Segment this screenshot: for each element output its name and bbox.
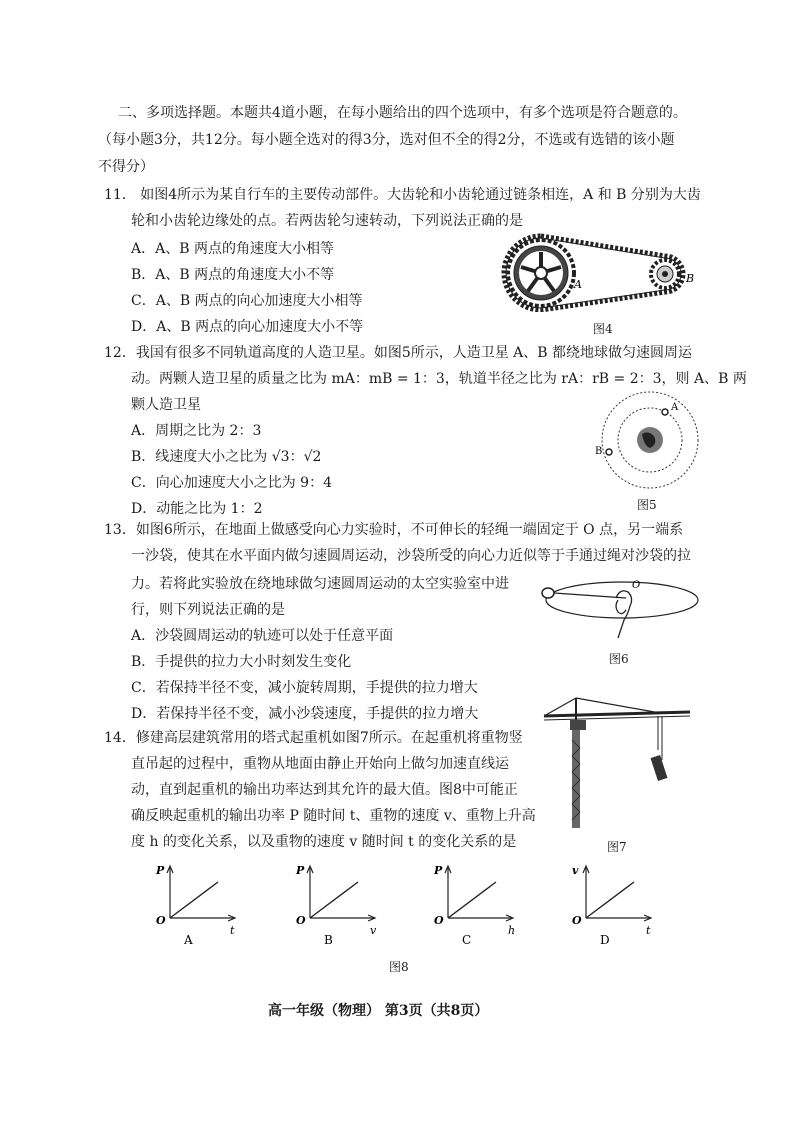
q12-option-c: C．向心加速度大小之比为 9：4 <box>131 475 332 491</box>
q11-option-c: C．A、B 两点的向心加速度大小相等 <box>131 293 363 309</box>
q12-option-b: B．线速度大小之比为 √3：√2 <box>131 449 322 465</box>
q13-option-b: B．手提供的拉力大小时刻发生变化 <box>131 654 352 670</box>
q13-line-3: 力。若将此实验放在绕地球做匀速圆周运动的太空实验室中进 <box>131 576 509 592</box>
fig8-option-tag: C <box>462 933 472 947</box>
q12-option-d: D．动能之比为 1：2 <box>131 501 263 517</box>
fig8-option-tag: A <box>184 933 193 947</box>
q14-line-3: 动，直到起重机的输出功率达到其允许的最大值。图8中可能正 <box>131 782 518 798</box>
section-line-1: 二、多项选择题。本题共4道小题，在每小题给出的四个选项中，有多个选项是符合题意的。 <box>118 105 687 121</box>
fig8-option-tag: B <box>324 933 333 947</box>
fig8-ylabel: P <box>434 864 443 877</box>
fig8-option-tag: D <box>600 933 610 947</box>
q11-option-a: A．A、B 两点的角速度大小相等 <box>131 241 334 257</box>
section-line-2: （每小题3分，共12分。每小题全选对的得3分，选对但不全的得2分，不选或有选错的该小题 <box>98 132 675 148</box>
figure-5-orbits <box>588 390 708 490</box>
q13-line-1: 13．如图6所示，在地面上做感受向心力实验时，不可伸长的轻绳一端固定于 O 点，另一端系 <box>104 522 684 538</box>
fig7-caption: 图7 <box>607 840 627 854</box>
q12-option-a: A．周期之比为 2：3 <box>131 423 262 439</box>
figure-8-graphs <box>150 862 650 952</box>
fig5-caption: 图5 <box>637 498 657 512</box>
fig8-graph-b <box>290 862 380 956</box>
fig8-origin: O <box>434 914 444 927</box>
q11-line-2: 轮和小齿轮边缘处的点。若两齿轮匀速转动，下列说法正确的是 <box>131 213 523 229</box>
q13-line-4: 行，则下列说法正确的是 <box>131 602 285 618</box>
fig8-graph-a <box>150 862 240 956</box>
fig8-ylabel: P <box>156 864 165 877</box>
q13-option-a: A．沙袋圆周运动的轨迹可以处于任意平面 <box>131 628 394 644</box>
fig8-origin: O <box>156 914 166 927</box>
fig4-caption: 图4 <box>593 322 613 336</box>
fig4-label-b: B <box>686 272 695 285</box>
q11-option-b: B．A、B 两点的角速度大小不等 <box>131 267 335 283</box>
fig8-xlabel: v <box>370 924 377 937</box>
fig8-caption: 图8 <box>389 960 409 974</box>
q13-option-c: C．若保持半径不变，减小旋转周期，手提供的拉力增大 <box>131 680 478 696</box>
fig8-ylabel: P <box>296 864 305 877</box>
q13-option-d: D．若保持半径不变，减小沙袋速度，手提供的拉力增大 <box>131 706 479 722</box>
fig6-label-o: O <box>632 580 641 591</box>
figure-4-gears <box>497 232 707 312</box>
fig5-label-b: B <box>595 446 603 457</box>
q12-line-2: 动。两颗人造卫星的质量之比为 mA：mB = 1：3，轨道半径之比为 rA：rB = 2：3，则 A、B 两 <box>131 371 747 387</box>
fig8-graph-d <box>566 862 656 956</box>
fig8-xlabel: t <box>230 924 235 937</box>
fig8-xlabel: h <box>508 924 516 937</box>
q13-line-2: 一沙袋，使其在水平面内做匀速圆周运动，沙袋所受的向心力近似等于手通过绳对沙袋的拉 <box>131 548 691 564</box>
q11-line-1: 11． 如图4所示为某自行车的主要传动部件。大齿轮和小齿轮通过链条相连，A 和 B 分别为大齿 <box>104 187 701 203</box>
figure-7-crane <box>540 690 700 830</box>
fig8-origin: O <box>296 914 306 927</box>
q14-line-2: 直吊起的过程中，重物从地面由静止开始向上做匀加速直线运 <box>131 756 509 772</box>
q14-line-1: 14．修建高层建筑常用的塔式起重机如图7所示。在起重机将重物竖 <box>104 730 523 746</box>
fig4-label-a: A <box>574 278 582 291</box>
fig6-caption: 图6 <box>609 652 629 666</box>
q14-line-5: 度 h 的变化关系，以及重物的速度 v 随时间 t 的变化关系的是 <box>131 834 517 850</box>
section-line-3: 不得分） <box>98 159 154 175</box>
q11-option-d: D．A、B 两点的向心加速度大小不等 <box>131 319 364 335</box>
page-footer: 高一年级（物理） 第3页（共8页） <box>268 1003 489 1019</box>
q12-line-3: 颗人造卫星 <box>131 397 201 413</box>
fig5-label-a: A <box>671 402 679 413</box>
fig8-graph-c <box>428 862 518 956</box>
fig8-xlabel: t <box>646 924 651 937</box>
fig8-ylabel: v <box>572 864 579 877</box>
q14-line-4: 确反映起重机的输出功率 P 随时间 t、重物的速度 v、重物上升高 <box>131 808 536 824</box>
fig8-origin: O <box>572 914 582 927</box>
q12-line-1: 12．我国有很多不同轨道高度的人造卫星。如图5所示，人造卫星 A、B 都绕地球做匀速圆周运 <box>104 345 693 361</box>
figure-6-sandbag <box>532 570 702 642</box>
